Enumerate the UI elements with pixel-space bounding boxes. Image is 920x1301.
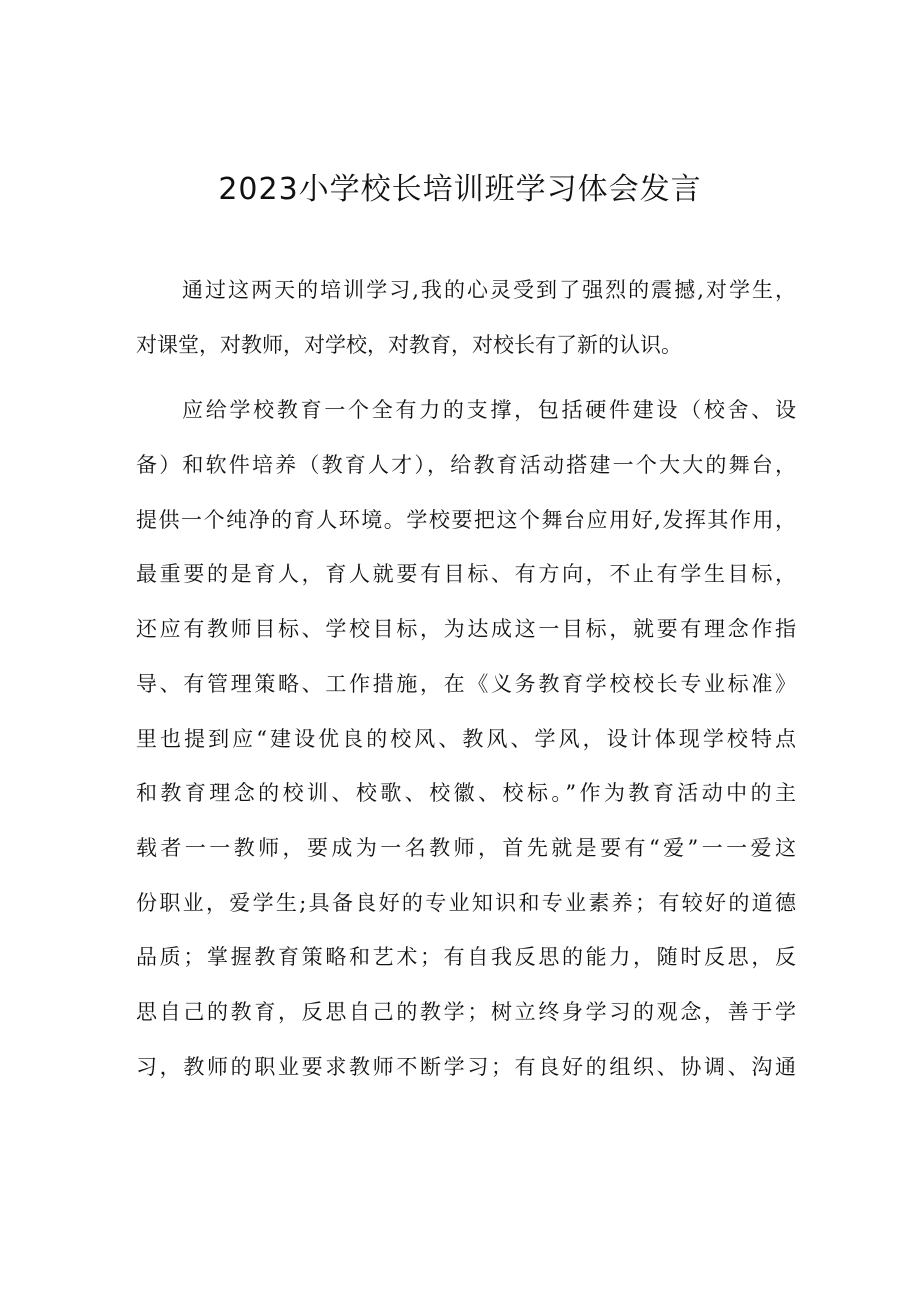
- paragraph-2-line-13: 习，教师的职业要求教师不断学习；有良好的组织、协调、沟通: [136, 1054, 796, 1079]
- paragraph-2-line-1: 应给学校教育一个全有力的支撑，包括硬件建设（校舍、设: [182, 398, 796, 423]
- paragraph-2-line-10: 份职业，爱学生;具备良好的专业知识和专业素养；有较好的道德: [136, 890, 796, 915]
- paragraph-2-line-11: 品质；掌握教育策略和艺术；有自我反思的能力，随时反思，反: [136, 945, 796, 970]
- paragraph-1-line-1: 通过这两天的培训学习,我的心灵受到了强烈的震撼,对学生，: [182, 278, 796, 302]
- paragraph-2-line-7: 里也提到应“建设优良的校风、教风、学风，设计体现学校特点: [136, 726, 796, 751]
- paragraph-2-line-9: 载者一一教师，要成为一名教师，首先就是要有“爱”一一爱这: [136, 835, 796, 860]
- paragraph-2-line-5: 还应有教师目标、学校目标，为达成这一目标，就要有理念作指: [136, 617, 796, 642]
- paragraph-spacer: [136, 372, 796, 383]
- paragraph-2-line-4: 最重要的是育人，育人就要有目标、有方向，不止有学生目标，: [136, 562, 796, 587]
- paragraph-2-line-3: 提供一个纯净的育人环境。学校要把这个舞台应用好,发挥其作用，: [136, 507, 796, 532]
- document-body: [136, 263, 796, 1094]
- paragraph-2-line-2: 备）和软件培养（教育人才），给教育活动搭建一个大大的舞台，: [136, 453, 796, 478]
- paragraph-2-line-8: 和教育理念的校训、校歌、校徽、校标。”作为教育活动中的主: [136, 781, 796, 806]
- paragraph-2-line-6: 导、有管理策略、工作措施，在《义务教育学校校长专业标准》: [136, 671, 796, 696]
- paragraph-1-line-2: 对课堂，对教师，对学校，对教育，对校长有了新的认识。: [136, 332, 682, 357]
- document-title: 2023小学校长培训班学习体会发言: [218, 172, 702, 207]
- paragraph-2-line-12: 思自己的教育，反思自己的教学；树立终身学习的观念，善于学: [136, 999, 796, 1024]
